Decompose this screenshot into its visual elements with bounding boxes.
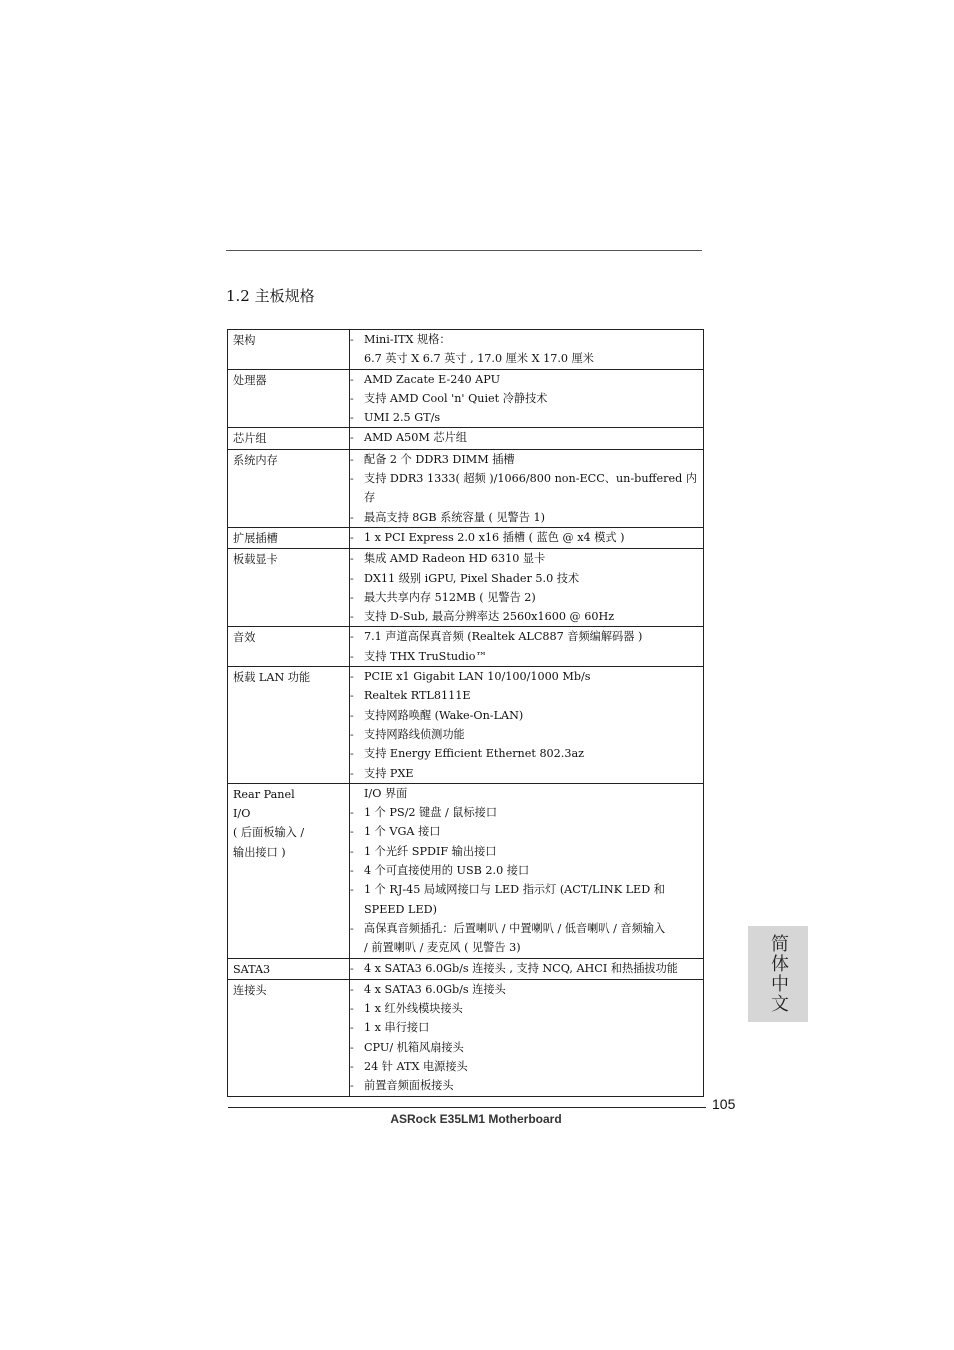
spec-values-cell xyxy=(350,783,704,958)
spec-label: 系统内存 xyxy=(233,453,278,467)
spec-values-cell xyxy=(350,428,704,449)
spec-value-line xyxy=(350,370,703,389)
spec-label: 扩展插槽 xyxy=(233,531,278,545)
spec-value: 6.7 英寸 X 6.7 英寸 , 17.0 厘米 X 17.0 厘米 xyxy=(364,352,594,366)
spec-value: AMD A50M 芯片组 xyxy=(364,431,467,445)
bottom-divider xyxy=(228,1107,706,1108)
spec-label-cell xyxy=(228,549,350,627)
section-title: 1.2 主板规格 xyxy=(226,287,315,305)
spec-table-body xyxy=(228,330,704,1097)
spec-value: 支持网路线侦测功能 xyxy=(364,727,465,741)
spec-value: 支持 THX TruStudio™ xyxy=(364,649,487,663)
spec-values-cell xyxy=(350,449,704,527)
bullet-dash-icon: - xyxy=(350,431,354,445)
spec-value-line xyxy=(350,349,703,368)
spec-values-cell xyxy=(350,627,704,667)
spec-label: 处理器 xyxy=(233,373,267,387)
spec-values-cell xyxy=(350,369,704,428)
spec-value-line xyxy=(350,744,703,763)
spec-value: 7.1 声道高保真音频 (Realtek ALC887 音频编解码器 ) xyxy=(364,630,643,644)
spec-value: 高保真音频插孔：后置喇叭 / 中置喇叭 / 低音喇叭 / 音频输入 xyxy=(364,921,666,935)
spec-value-line xyxy=(350,469,703,488)
spec-value: SPEED LED) xyxy=(364,902,437,916)
spec-value-line xyxy=(350,667,703,686)
bullet-dash-icon xyxy=(350,784,364,803)
spec-value: 1 个 PS/2 键盘 / 鼠标接口 xyxy=(364,806,498,820)
spec-value-line xyxy=(350,408,703,427)
bullet-dash-icon xyxy=(350,349,364,368)
spec-row xyxy=(228,667,704,784)
spec-value-line xyxy=(350,725,703,744)
spec-label-cell xyxy=(228,527,350,548)
spec-row xyxy=(228,958,704,979)
spec-value-line xyxy=(350,1038,703,1057)
spec-value: 1 个光纤 SPDIF 输出接口 xyxy=(364,844,497,858)
spec-label-cell xyxy=(228,428,350,449)
bullet-dash-icon: - xyxy=(350,1079,354,1093)
bullet-dash-icon: - xyxy=(350,552,354,566)
bullet-dash-icon: - xyxy=(350,391,354,405)
spec-label: 板载显卡 xyxy=(233,553,278,567)
footer-title: ASRock E35LM1 Motherboard xyxy=(390,1112,562,1126)
spec-label: 连接头 xyxy=(233,983,267,997)
spec-values-cell xyxy=(350,330,704,370)
top-divider xyxy=(226,250,702,251)
bullet-dash-icon xyxy=(350,488,364,507)
spec-value-line xyxy=(350,880,703,899)
bullet-dash-icon: - xyxy=(350,670,354,684)
bullet-dash-icon: - xyxy=(350,590,354,604)
bullet-dash-icon: - xyxy=(350,708,354,722)
spec-row xyxy=(228,428,704,449)
spec-label: 芯片组 xyxy=(233,432,267,446)
spec-values-cell xyxy=(350,667,704,784)
spec-values-cell xyxy=(350,527,704,548)
bullet-dash-icon: - xyxy=(350,411,354,425)
spec-label: 输出接口 ) xyxy=(233,845,286,859)
spec-value: 支持网路唤醒 (Wake-On-LAN) xyxy=(364,708,524,722)
bullet-dash-icon: - xyxy=(350,649,354,663)
spec-label: Rear Panel xyxy=(233,787,295,801)
bullet-dash-icon: - xyxy=(350,883,354,897)
spec-value-line xyxy=(350,450,703,469)
spec-value: DX11 级别 iGPU, Pixel Shader 5.0 技术 xyxy=(364,571,580,585)
spec-value: 存 xyxy=(364,491,376,505)
spec-row xyxy=(228,330,704,370)
spec-value: 前置音频面板接头 xyxy=(364,1079,454,1093)
spec-label: 架构 xyxy=(233,334,256,347)
spec-value-line xyxy=(350,488,703,507)
spec-row xyxy=(228,627,704,667)
spec-value: AMD Zacate E-240 APU xyxy=(364,372,501,386)
bullet-dash-icon: - xyxy=(350,372,354,386)
spec-label-cell xyxy=(228,958,350,979)
spec-value: 24 针 ATX 电源接头 xyxy=(364,1059,468,1073)
bullet-dash-icon: - xyxy=(350,333,354,346)
spec-value: 支持 DDR3 1333( 超频 )/1066/800 non-ECC、un-buffered 内 xyxy=(364,472,697,486)
spec-value-line xyxy=(350,919,703,938)
spec-label: I/O xyxy=(233,807,251,821)
spec-value: 集成 AMD Radeon HD 6310 显卡 xyxy=(364,552,546,566)
bullet-dash-icon: - xyxy=(350,630,354,644)
spec-value-line xyxy=(350,1076,703,1095)
spec-row xyxy=(228,783,704,958)
spec-value-line xyxy=(350,842,703,861)
spec-value: 1 x 串行接口 xyxy=(364,1021,430,1035)
spec-value-line xyxy=(350,528,703,547)
bullet-dash-icon: - xyxy=(350,844,354,858)
spec-value-line xyxy=(350,330,703,349)
bullet-dash-icon: - xyxy=(350,825,354,839)
spec-value-line xyxy=(350,980,703,999)
spec-value-line xyxy=(350,686,703,705)
spec-value: CPU/ 机箱风扇接头 xyxy=(364,1040,464,1054)
spec-value-line xyxy=(350,428,703,447)
bullet-dash-icon xyxy=(350,938,364,957)
spec-label: 板载 LAN 功能 xyxy=(233,671,311,685)
spec-value: 最大共享内存 512MB ( 见警告 2) xyxy=(364,590,536,604)
bullet-dash-icon: - xyxy=(350,727,354,741)
spec-value-line xyxy=(350,389,703,408)
spec-values-cell xyxy=(350,979,704,1096)
bullet-dash-icon: - xyxy=(350,982,354,996)
spec-value-line xyxy=(350,764,703,783)
spec-label: 音效 xyxy=(233,631,256,645)
bullet-dash-icon: - xyxy=(350,1021,354,1035)
spec-value-line xyxy=(350,508,703,527)
spec-value-line xyxy=(350,549,703,568)
spec-value-line xyxy=(350,706,703,725)
spec-row xyxy=(228,527,704,548)
spec-value: 支持 Energy Efficient Ethernet 802.3az xyxy=(364,747,585,761)
bullet-dash-icon: - xyxy=(350,472,354,486)
bullet-dash-icon: - xyxy=(350,806,354,820)
spec-value: 支持 AMD Cool 'n' Quiet 冷静技术 xyxy=(364,391,548,405)
spec-value: Mini-ITX 规格： xyxy=(364,333,451,346)
bullet-dash-icon: - xyxy=(350,689,354,703)
bullet-dash-icon: - xyxy=(350,766,354,780)
spec-value: 4 x SATA3 6.0Gb/s 连接头 , 支持 NCQ, AHCI 和热插拔功能 xyxy=(364,961,678,975)
spec-value: I/O 界面 xyxy=(364,786,408,800)
spec-value-line xyxy=(350,900,703,919)
spec-label-cell xyxy=(228,627,350,667)
spec-value: PCIE x1 Gigabit LAN 10/100/1000 Mb/s xyxy=(364,670,591,684)
spec-value: 支持 D-Sub, 最高分辨率达 2560x1600 @ 60Hz xyxy=(364,610,615,624)
spec-label-cell xyxy=(228,330,350,370)
spec-value: 配备 2 个 DDR3 DIMM 插槽 xyxy=(364,452,515,466)
spec-value: 4 x SATA3 6.0Gb/s 连接头 xyxy=(364,982,506,996)
bullet-dash-icon xyxy=(350,900,364,919)
bullet-dash-icon: - xyxy=(350,1059,354,1073)
bullet-dash-icon: - xyxy=(350,610,354,624)
bullet-dash-icon: - xyxy=(350,571,354,585)
spec-value: 最高支持 8GB 系统容量 ( 见警告 1) xyxy=(364,510,545,524)
spec-label: SATA3 xyxy=(233,962,271,976)
spec-value-line xyxy=(350,1018,703,1037)
spec-value: 1 x 红外线模块接头 xyxy=(364,1002,463,1016)
spec-value: / 前置喇叭 / 麦克风 ( 见警告 3) xyxy=(364,941,521,955)
spec-label: ( 后面板输入 / xyxy=(233,826,305,840)
bullet-dash-icon: - xyxy=(350,961,354,975)
spec-label-cell xyxy=(228,783,350,958)
bullet-dash-icon: - xyxy=(350,1040,354,1054)
spec-value-line xyxy=(350,784,703,803)
spec-row xyxy=(228,369,704,428)
spec-value-line xyxy=(350,803,703,822)
spec-row xyxy=(228,549,704,627)
spec-value-line xyxy=(350,607,703,626)
spec-values-cell xyxy=(350,549,704,627)
bullet-dash-icon: - xyxy=(350,921,354,935)
spec-value: 1 x PCI Express 2.0 x16 插槽 ( 蓝色 @ x4 模式 ) xyxy=(364,530,625,544)
spec-value: Realtek RTL8111E xyxy=(364,689,471,703)
spec-value-line xyxy=(350,569,703,588)
language-tab xyxy=(748,926,808,1022)
spec-values-cell xyxy=(350,958,704,979)
spec-row xyxy=(228,979,704,1096)
spec-row xyxy=(228,449,704,527)
spec-label-cell xyxy=(228,369,350,428)
spec-value-line xyxy=(350,938,703,957)
bullet-dash-icon: - xyxy=(350,864,354,878)
spec-value-line xyxy=(350,627,703,646)
spec-value: 4 个可直接使用的 USB 2.0 接口 xyxy=(364,864,530,878)
spec-value-line xyxy=(350,647,703,666)
spec-value-line xyxy=(350,959,703,978)
spec-table xyxy=(227,329,704,1097)
spec-value-line xyxy=(350,861,703,880)
spec-value-line xyxy=(350,999,703,1018)
spec-value-line xyxy=(350,822,703,841)
bullet-dash-icon: - xyxy=(350,1002,354,1016)
bullet-dash-icon: - xyxy=(350,452,354,466)
page-number: 105 xyxy=(712,1096,736,1112)
bullet-dash-icon: - xyxy=(350,747,354,761)
language-tab-label: 简体中文 xyxy=(768,934,789,1014)
spec-label-cell xyxy=(228,449,350,527)
spec-value: 1 个 RJ-45 局域网接口与 LED 指示灯 (ACT/LINK LED 和 xyxy=(364,883,665,897)
bullet-dash-icon: - xyxy=(350,510,354,524)
bullet-dash-icon: - xyxy=(350,530,354,544)
spec-value-line xyxy=(350,588,703,607)
spec-value: 支持 PXE xyxy=(364,766,414,780)
spec-label-cell xyxy=(228,979,350,1096)
spec-value: UMI 2.5 GT/s xyxy=(364,411,441,425)
spec-label-cell xyxy=(228,667,350,784)
spec-value-line xyxy=(350,1057,703,1076)
spec-value: 1 个 VGA 接口 xyxy=(364,825,441,839)
